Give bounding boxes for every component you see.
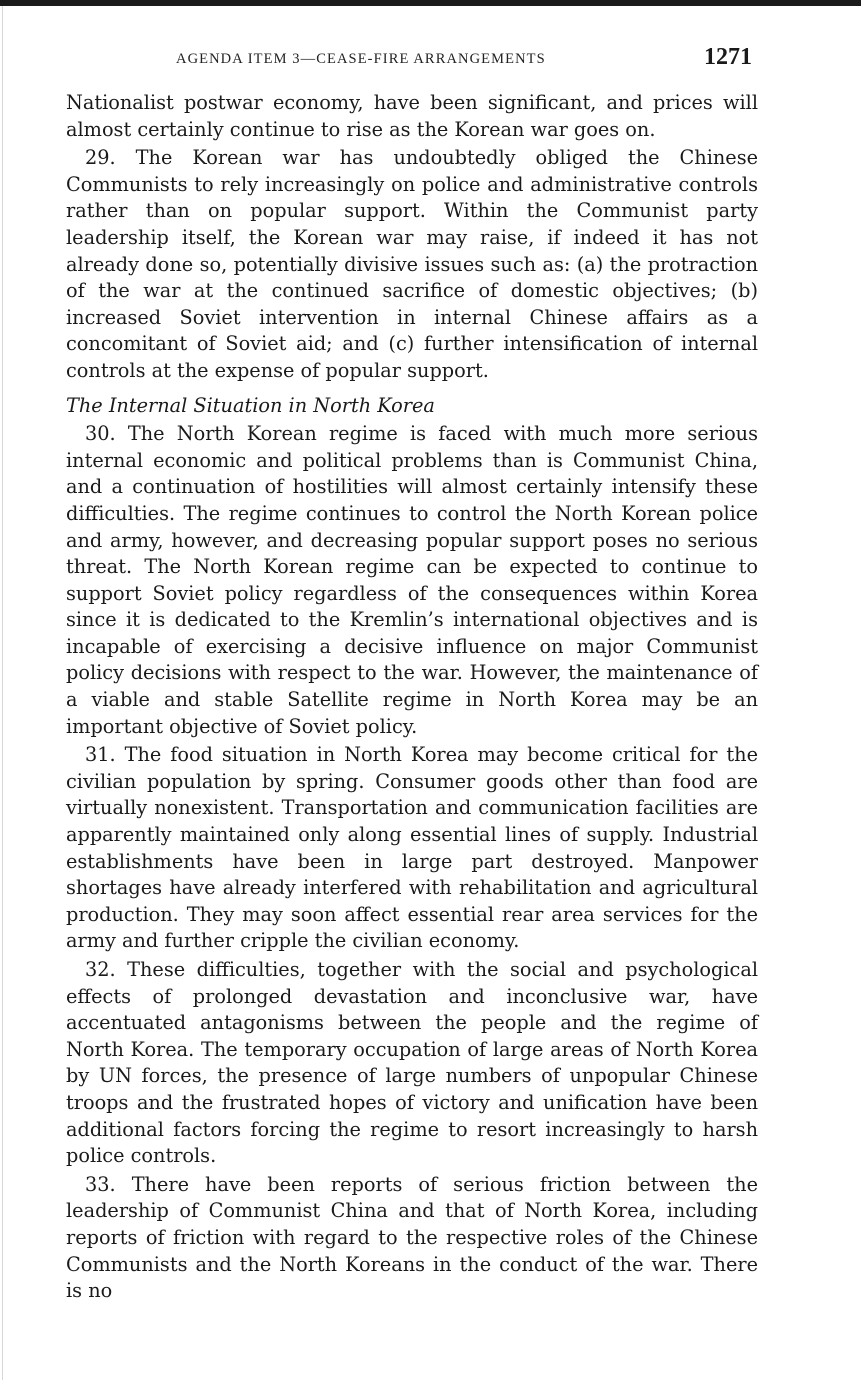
paragraph-33: 33. There have been reports of serious friction between the leadership of Communist China and that of North Korea, including reports of friction with regard to the respective roles of the Chinese Communists and the North Koreans in the conduct of the war. There is no [66,1172,758,1303]
running-title: AGENDA ITEM 3—CEASE-FIRE ARRANGEMENTS [176,51,546,67]
paragraph-continuation: Nationalist postwar economy, have been significant, and prices will almost certainly continue to rise as the Korean war goes on. [66,91,758,141]
document-page [66,40,758,1305]
paragraph-32: 32. These difficulties, together with the social and psychological effects of prolonged devastation and inconclusive war, have accentuated antagonisms between the people and the regime of North Korea. The temporary occupation of large areas of North Korea by UN forces, the presence of large numbers of unpopular Chinese troops and the frustrated hopes of victory and unification have been additional factors forcing the regime to resort increasingly to harsh police controls. [66,958,758,1168]
left-page-edge [2,6,3,1380]
section-heading: The Internal Situation in North Korea [66,393,435,417]
page-number: 1271 [704,44,752,70]
paragraph-31: 31. The food situation in North Korea may become critical for the civilian population by spring. Consumer goods other than food are virtually nonexistent. Transportation and communication facilities are apparently maintained only along essential lines of supply. Industrial establishments have been in large part destroyed. Manpower shortages have already interfered with rehabilitation and agricultural production. They may soon affect essential rear area services for the army and further cripple the civilian economy. [66,743,758,953]
paragraph-29: 29. The Korean war has undoubtedly obliged the Chinese Communists to rely increasingly on police and administrative controls rather than on popular support. Within the Communist party leadership itself, the Korean war may raise, if indeed it has not already done so, potentially divisive issues such as: (a) the protraction of the war at the continued sacrifice of domestic objectives; (b) increased Soviet intervention in internal Chinese affairs as a concomitant of Soviet aid; and (c) further intensification of internal controls at the expense of popular support. [66,146,758,382]
running-header [66,40,758,76]
top-edge-rule [0,0,861,6]
paragraph-30: 30. The North Korean regime is faced with much more serious internal economic and political problems than is Communist China, and a continuation of hostilities will almost certainly intensify these difficulties. The regime continues to control the North Korean police and army, however, and decreasing popular support poses no serious threat. The North Korean regime can be expected to continue to support Soviet policy regardless of the consequences within Korea since it is dedicated to the Kremlin’s international objectives and is incapable of exercising a decisive influence on major Communist policy decisions with respect to the war. However, the maintenance of a viable and stable Satellite regime in North Korea may be an important objective of Soviet policy. [66,422,758,738]
